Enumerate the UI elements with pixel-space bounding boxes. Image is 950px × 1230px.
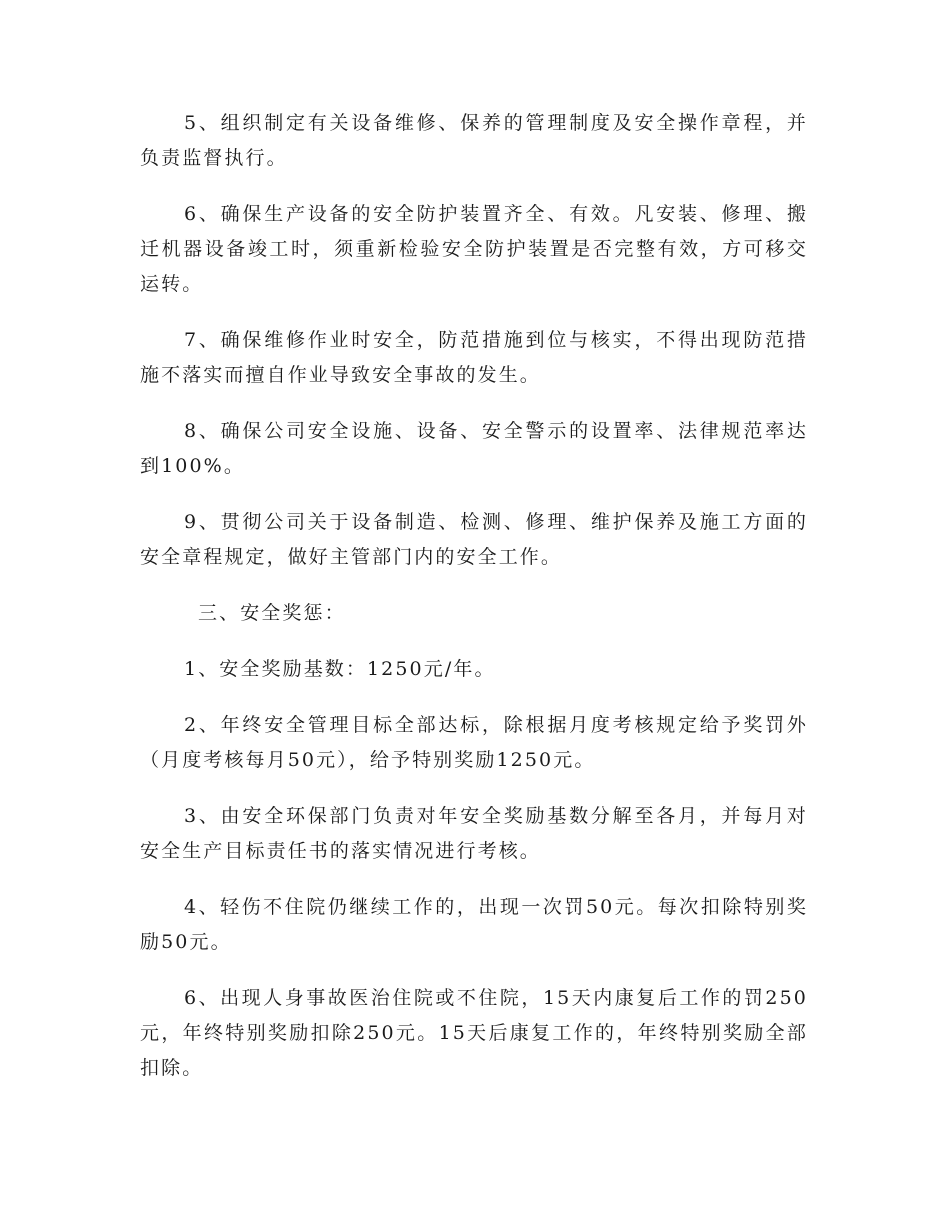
paragraph-item-6: 6、确保生产设备的安全防护装置齐全、有效。凡安装、修理、搬迁机器设备竣工时，须重新检验安全防护装置是否完整有效，方可移交运转。 xyxy=(140,203,808,295)
paragraph-item-8: 8、确保公司安全设施、设备、安全警示的设置率、法律规范率达到100%。 xyxy=(140,420,808,477)
paragraph-reward-2: 2、年终安全管理目标全部达标，除根据月度考核规定给予奖罚外（月度考核每月50元），给予特别奖励1250元。 xyxy=(140,714,808,771)
section-heading-rewards-penalties: 三、安全奖惩： xyxy=(198,602,346,624)
document-body xyxy=(140,106,808,1107)
paragraph-reward-3: 3、由安全环保部门负责对年安全奖励基数分解至各月，并每月对安全生产目标责任书的落实情况进行考核。 xyxy=(140,805,808,862)
paragraph-item-9: 9、贯彻公司关于设备制造、检测、修理、维护保养及施工方面的安全章程规定，做好主管部门内的安全工作。 xyxy=(140,511,808,568)
paragraph-item-5: 5、组织制定有关设备维修、保养的管理制度及安全操作章程，并负责监督执行。 xyxy=(140,112,808,169)
paragraph-reward-1: 1、安全奖励基数：1250元/年。 xyxy=(184,658,496,680)
paragraph-reward-6: 6、出现人身事故医治住院或不住院，15天内康复后工作的罚250元，年终特别奖励扣除250元。15天后康复工作的，年终特别奖励全部扣除。 xyxy=(140,987,808,1079)
paragraph-item-7: 7、确保维修作业时安全，防范措施到位与核实，不得出现防范措施不落实而擅自作业导致安全事故的发生。 xyxy=(140,329,808,386)
paragraph-reward-4: 4、轻伤不住院仍继续工作的，出现一次罚50元。每次扣除特别奖励50元。 xyxy=(140,896,808,953)
